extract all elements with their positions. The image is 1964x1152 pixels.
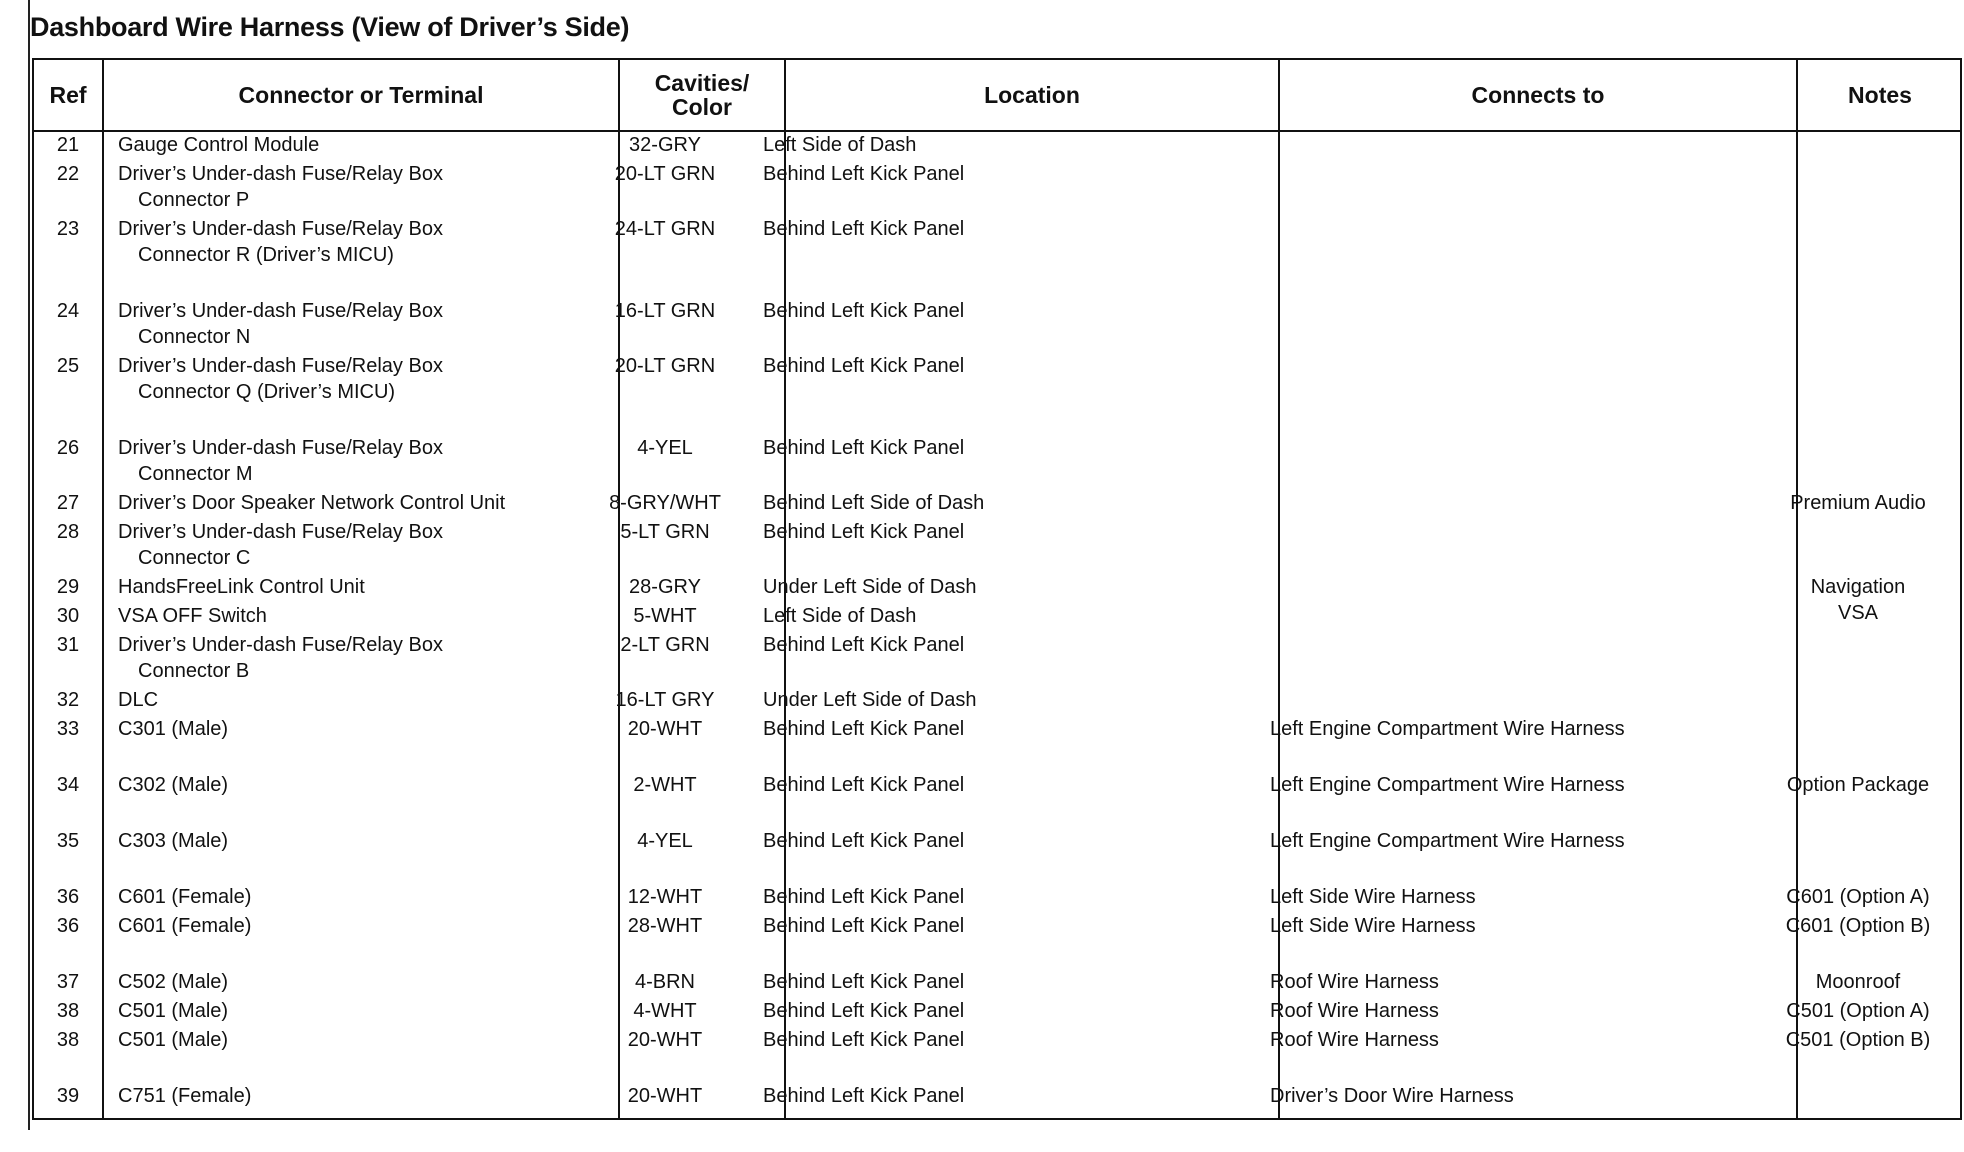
table-header-row xyxy=(34,60,1960,132)
page-title: Dashboard Wire Harness (View of Driver’s Side) xyxy=(30,12,630,42)
cavities-cell xyxy=(590,161,740,187)
cavities-cell xyxy=(590,603,740,629)
connector-cell-text: Driver’s Door Speaker Network Control Unit xyxy=(118,492,506,514)
connector-cell-text: VSA OFF Switch xyxy=(118,605,267,627)
notes-cell xyxy=(1754,490,1962,516)
connector-cell-text: Driver’s Under-dash Fuse/Relay Box xyxy=(118,355,443,377)
ref-cell xyxy=(34,603,102,629)
ref-cell xyxy=(34,161,102,187)
connects-to-cell xyxy=(1270,828,1625,854)
ref-cell xyxy=(34,828,102,854)
connector-cell xyxy=(118,519,443,571)
notes-cell-text: C601 (Option B) xyxy=(1785,915,1931,937)
notes-cell xyxy=(1754,1027,1962,1053)
header-cavities: Cavities/ Color xyxy=(654,70,750,120)
connects-to-cell-text: Left Side Wire Harness xyxy=(1270,915,1476,937)
cavities-cell xyxy=(590,519,740,545)
connector-cell-subtext: Connector P xyxy=(138,189,250,211)
ref-cell-text: 29 xyxy=(56,576,80,598)
cavities-cell xyxy=(590,632,740,658)
cavities-cell xyxy=(590,772,740,798)
ref-cell xyxy=(34,716,102,742)
location-cell-text: Behind Left Side of Dash xyxy=(763,492,985,514)
connector-cell xyxy=(118,353,443,405)
location-cell xyxy=(763,884,964,910)
location-cell-text: Behind Left Kick Panel xyxy=(763,355,965,377)
location-cell-text: Left Side of Dash xyxy=(763,605,917,627)
connector-cell xyxy=(118,913,251,939)
cavities-cell-text: 28-GRY xyxy=(629,576,701,598)
notes-cell xyxy=(1754,772,1962,798)
ref-cell xyxy=(34,913,102,939)
ref-cell xyxy=(34,216,102,242)
ref-cell xyxy=(34,574,102,600)
connects-to-cell xyxy=(1270,884,1476,910)
location-cell xyxy=(763,913,964,939)
connects-to-cell-text: Roof Wire Harness xyxy=(1270,1029,1439,1051)
ref-cell xyxy=(34,1027,102,1053)
location-cell xyxy=(763,161,964,187)
notes-cell-text: Moonroof xyxy=(1815,971,1901,993)
ref-cell xyxy=(34,490,102,516)
ref-cell-text: 38 xyxy=(56,1029,80,1051)
ref-cell-text: 37 xyxy=(56,971,80,993)
ref-cell-text: 30 xyxy=(56,605,80,627)
location-cell xyxy=(763,490,984,516)
cavities-cell xyxy=(590,574,740,600)
connector-cell-text: Driver’s Under-dash Fuse/Relay Box xyxy=(118,163,443,185)
cavities-cell-text: 12-WHT xyxy=(627,886,703,908)
location-cell-text: Behind Left Kick Panel xyxy=(763,1029,965,1051)
ref-cell-text: 28 xyxy=(56,521,80,543)
notes-cell xyxy=(1754,998,1962,1024)
connects-to-cell-text: Roof Wire Harness xyxy=(1270,1000,1439,1022)
ref-cell-text: 33 xyxy=(56,718,80,740)
cavities-cell-text: 28-WHT xyxy=(627,915,703,937)
notes-cell-text: C501 (Option B) xyxy=(1785,1029,1931,1051)
notes-cell-text: C501 (Option A) xyxy=(1786,1000,1930,1022)
connector-cell-subtext: Connector Q (Driver’s MICU) xyxy=(138,381,396,403)
connector-cell-text: Driver’s Under-dash Fuse/Relay Box xyxy=(118,437,443,459)
ref-cell-text: 24 xyxy=(56,300,80,322)
connector-cell xyxy=(118,1083,251,1109)
cavities-cell xyxy=(590,687,740,713)
notes-cell xyxy=(1754,884,1962,910)
connector-cell-text: C601 (Female) xyxy=(118,886,252,908)
connector-cell xyxy=(118,1027,228,1053)
location-cell-text: Under Left Side of Dash xyxy=(763,576,977,598)
cavities-cell-text: 4-YEL xyxy=(637,437,693,459)
connector-cell xyxy=(118,574,365,600)
location-cell xyxy=(763,216,964,242)
ref-cell xyxy=(34,353,102,379)
location-cell-text: Behind Left Kick Panel xyxy=(763,300,965,322)
connector-cell-text: DLC xyxy=(118,689,159,711)
ref-cell xyxy=(34,632,102,658)
connects-to-cell xyxy=(1270,1083,1514,1109)
connector-cell-subtext: Connector B xyxy=(138,660,250,682)
cavities-cell-text: 5-WHT xyxy=(633,605,697,627)
location-cell xyxy=(763,632,964,658)
cavities-cell xyxy=(590,435,740,461)
location-cell xyxy=(763,716,964,742)
notes-cell-text: Premium Audio xyxy=(1790,492,1926,514)
connector-cell-subtext: Connector M xyxy=(138,463,253,485)
connector-cell xyxy=(118,772,228,798)
connects-to-cell-text: Left Engine Compartment Wire Harness xyxy=(1270,774,1625,796)
connector-cell-text: C302 (Male) xyxy=(118,774,229,796)
cavities-cell xyxy=(590,828,740,854)
header-connector: Connector or Terminal xyxy=(238,82,484,108)
cavities-cell xyxy=(590,998,740,1024)
header-connects-to: Connects to xyxy=(1471,82,1605,108)
notes-cell-text: Option Package xyxy=(1786,774,1930,796)
location-cell xyxy=(763,1083,964,1109)
ref-cell xyxy=(34,435,102,461)
notes-cell-subtext: VSA xyxy=(1837,602,1879,624)
location-cell-text: Behind Left Kick Panel xyxy=(763,830,965,852)
cavities-cell-text: 4-WHT xyxy=(633,1000,697,1022)
connects-to-cell xyxy=(1270,913,1476,939)
ref-cell-text: 38 xyxy=(56,1000,80,1022)
location-cell xyxy=(763,353,964,379)
notes-cell-text: C601 (Option A) xyxy=(1786,886,1930,908)
notes-cell xyxy=(1754,969,1962,995)
ref-cell xyxy=(34,687,102,713)
cavities-cell xyxy=(590,1083,740,1109)
notes-cell xyxy=(1754,913,1962,939)
connects-to-cell-text: Roof Wire Harness xyxy=(1270,971,1439,993)
connector-cell xyxy=(118,298,443,350)
connects-to-cell xyxy=(1270,1027,1439,1053)
cavities-cell xyxy=(590,969,740,995)
location-cell xyxy=(763,772,964,798)
location-cell xyxy=(763,998,964,1024)
ref-cell-text: 34 xyxy=(56,774,80,796)
connector-cell-text: Driver’s Under-dash Fuse/Relay Box xyxy=(118,521,443,543)
column-divider xyxy=(102,60,104,1118)
location-cell-text: Behind Left Kick Panel xyxy=(763,886,965,908)
connector-cell-subtext: Connector C xyxy=(138,547,251,569)
cavities-cell xyxy=(590,298,740,324)
connector-cell-text: Driver’s Under-dash Fuse/Relay Box xyxy=(118,634,443,656)
connector-cell-text: C501 (Male) xyxy=(118,1029,229,1051)
location-cell xyxy=(763,574,976,600)
cavities-cell-text: 20-WHT xyxy=(627,1029,703,1051)
connector-cell-text: C502 (Male) xyxy=(118,971,229,993)
ref-cell xyxy=(34,1083,102,1109)
connector-cell-subtext: Connector R (Driver’s MICU) xyxy=(138,244,394,266)
ref-cell-text: 26 xyxy=(56,437,80,459)
cavities-cell-text: 5-LT GRN xyxy=(620,521,710,543)
ref-cell xyxy=(34,884,102,910)
connector-cell-text: C601 (Female) xyxy=(118,915,252,937)
column-divider xyxy=(1278,60,1280,1118)
connector-cell xyxy=(118,969,228,995)
location-cell-text: Behind Left Kick Panel xyxy=(763,163,965,185)
connector-cell xyxy=(118,161,443,213)
notes-cell xyxy=(1754,574,1962,626)
cavities-cell-text: 8-GRY/WHT xyxy=(609,492,721,514)
location-cell-text: Under Left Side of Dash xyxy=(763,689,977,711)
cavities-cell xyxy=(590,132,740,158)
cavities-cell xyxy=(590,884,740,910)
cavities-cell xyxy=(590,913,740,939)
connector-cell-text: C501 (Male) xyxy=(118,1000,229,1022)
ref-cell-text: 36 xyxy=(56,886,80,908)
cavities-cell xyxy=(590,716,740,742)
connector-cell xyxy=(118,998,228,1024)
ref-cell-text: 25 xyxy=(56,355,80,377)
location-cell-text: Behind Left Kick Panel xyxy=(763,718,965,740)
cavities-cell xyxy=(590,1027,740,1053)
connector-cell xyxy=(118,216,443,268)
connector-cell-text: C751 (Female) xyxy=(118,1085,252,1107)
location-cell-text: Behind Left Kick Panel xyxy=(763,1000,965,1022)
connector-cell xyxy=(118,435,443,487)
location-cell-text: Left Side of Dash xyxy=(763,134,917,156)
cavities-cell-text: 4-YEL xyxy=(637,830,693,852)
location-cell-text: Behind Left Kick Panel xyxy=(763,634,965,656)
ref-cell-text: 31 xyxy=(56,634,80,656)
ref-cell xyxy=(34,772,102,798)
ref-cell xyxy=(34,998,102,1024)
connects-to-cell xyxy=(1270,969,1439,995)
cavities-cell-text: 32-GRY xyxy=(629,134,701,156)
location-cell-text: Behind Left Kick Panel xyxy=(763,437,965,459)
location-cell-text: Behind Left Kick Panel xyxy=(763,521,965,543)
ref-cell-text: 39 xyxy=(56,1085,80,1107)
cavities-cell-text: 16-LT GRY xyxy=(615,689,715,711)
location-cell xyxy=(763,1027,964,1053)
ref-cell-text: 22 xyxy=(56,163,80,185)
cavities-cell xyxy=(590,490,740,516)
connector-cell xyxy=(118,884,251,910)
cavities-cell-text: 16-LT GRN xyxy=(614,300,716,322)
header-location: Location xyxy=(984,82,1080,108)
connector-cell xyxy=(118,490,505,516)
connector-cell xyxy=(118,132,319,158)
ref-cell xyxy=(34,519,102,545)
connects-to-cell xyxy=(1270,998,1439,1024)
ref-cell xyxy=(34,969,102,995)
ref-cell xyxy=(34,132,102,158)
header-notes: Notes xyxy=(1848,82,1912,108)
ref-cell-text: 21 xyxy=(56,134,80,156)
connector-cell xyxy=(118,632,443,684)
location-cell xyxy=(763,687,976,713)
header-ref: Ref xyxy=(49,82,87,108)
ref-cell-text: 27 xyxy=(56,492,80,514)
location-cell xyxy=(763,828,964,854)
cavities-cell-text: 20-WHT xyxy=(627,718,703,740)
location-cell-text: Behind Left Kick Panel xyxy=(763,218,965,240)
location-cell xyxy=(763,435,964,461)
connects-to-cell-text: Left Engine Compartment Wire Harness xyxy=(1270,830,1625,852)
connects-to-cell xyxy=(1270,716,1625,742)
connector-cell xyxy=(118,828,228,854)
location-cell xyxy=(763,132,916,158)
cavities-cell-text: 20-WHT xyxy=(627,1085,703,1107)
location-cell-text: Behind Left Kick Panel xyxy=(763,915,965,937)
connects-to-cell xyxy=(1270,772,1625,798)
connector-cell-text: HandsFreeLink Control Unit xyxy=(118,576,365,598)
cavities-cell-text: 2-LT GRN xyxy=(620,634,710,656)
harness-table xyxy=(32,58,1962,1120)
connector-cell-text: C303 (Male) xyxy=(118,830,229,852)
location-cell xyxy=(763,603,916,629)
connects-to-cell-text: Left Engine Compartment Wire Harness xyxy=(1270,718,1625,740)
location-cell xyxy=(763,519,964,545)
ref-cell-text: 32 xyxy=(56,689,80,711)
ref-cell-text: 36 xyxy=(56,915,80,937)
ref-cell-text: 23 xyxy=(56,218,80,240)
connector-cell-text: Driver’s Under-dash Fuse/Relay Box xyxy=(118,300,443,322)
cavities-cell-text: 24-LT GRN xyxy=(614,218,716,240)
connector-cell xyxy=(118,603,267,629)
cavities-cell-text: 20-LT GRN xyxy=(614,163,716,185)
location-cell xyxy=(763,298,964,324)
connector-cell-text: Driver’s Under-dash Fuse/Relay Box xyxy=(118,218,443,240)
location-cell xyxy=(763,969,964,995)
ref-cell xyxy=(34,298,102,324)
cavities-cell-text: 4-BRN xyxy=(634,971,695,993)
cavities-cell-text: 20-LT GRN xyxy=(614,355,716,377)
connector-cell xyxy=(118,687,158,713)
connector-cell-text: C301 (Male) xyxy=(118,718,229,740)
connects-to-cell-text: Driver’s Door Wire Harness xyxy=(1270,1085,1514,1107)
ref-cell-text: 35 xyxy=(56,830,80,852)
connector-cell-text: Gauge Control Module xyxy=(118,134,320,156)
location-cell-text: Behind Left Kick Panel xyxy=(763,1085,965,1107)
cavities-cell xyxy=(590,216,740,242)
cavities-cell-text: 2-WHT xyxy=(633,774,697,796)
notes-cell-text: Navigation xyxy=(1810,576,1906,598)
connector-cell xyxy=(118,716,228,742)
page-left-rule xyxy=(28,0,30,1130)
cavities-cell xyxy=(590,353,740,379)
connects-to-cell-text: Left Side Wire Harness xyxy=(1270,886,1476,908)
connector-cell-subtext: Connector N xyxy=(138,326,251,348)
location-cell-text: Behind Left Kick Panel xyxy=(763,774,965,796)
location-cell-text: Behind Left Kick Panel xyxy=(763,971,965,993)
